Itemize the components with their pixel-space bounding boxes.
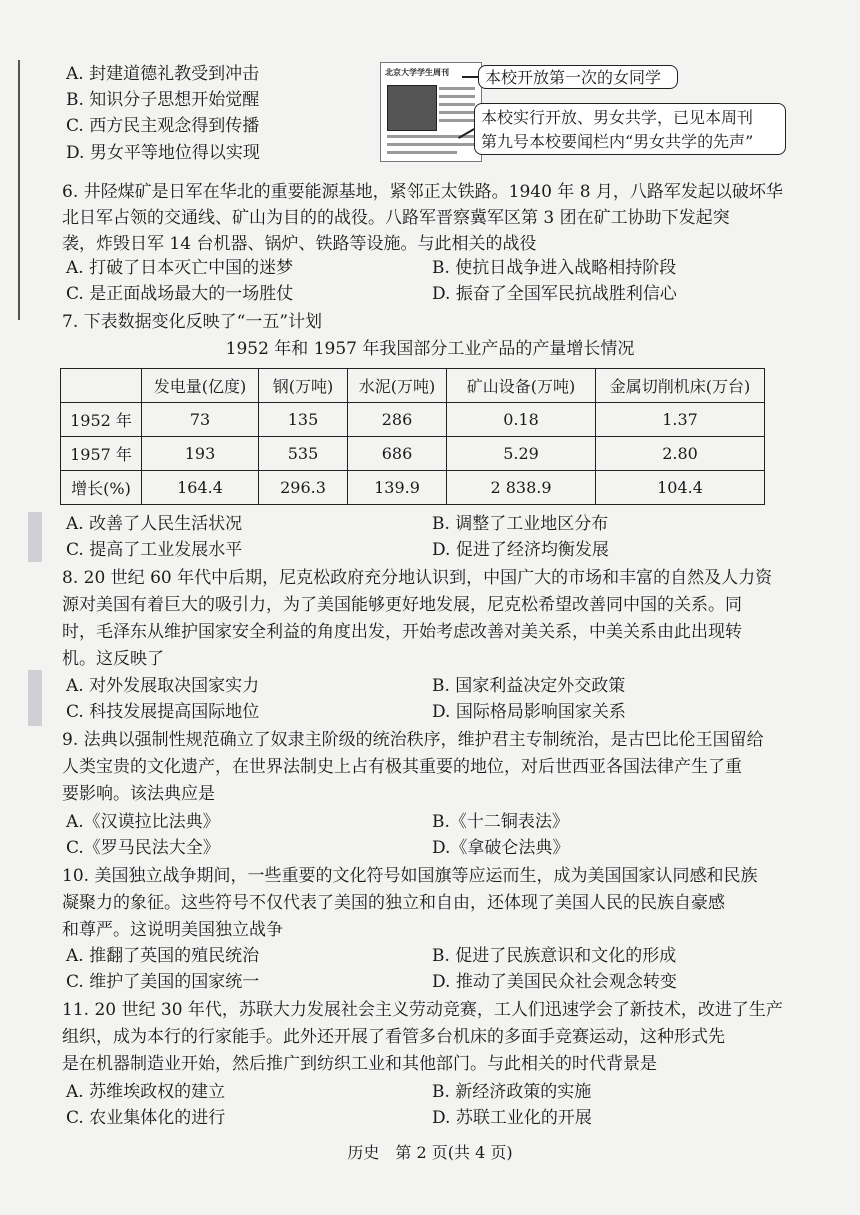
- callout-box: 本校开放第一次的女同学: [478, 65, 678, 89]
- text-line: [439, 87, 475, 90]
- table-cell: 2 838.9: [447, 471, 596, 505]
- q9-stem-line: 要影响。该法典应是: [62, 784, 215, 804]
- q5-option-b: B. 知识分子思想开始觉醒: [66, 90, 260, 110]
- q9-option-d: D.《拿破仑法典》: [432, 838, 570, 858]
- q6-option-d: D. 振奋了全国军民抗战胜利信心: [432, 284, 677, 304]
- q6-stem-line: 袭，炸毁日军 14 台机器、锅炉、铁路等设施。与此相关的战役: [62, 234, 537, 254]
- text-line: [439, 111, 475, 114]
- table-header-cell: 金属切削机床(万台): [596, 369, 765, 403]
- q8-stem-line: 时，毛泽东从维护国家安全利益的角度出发，开始考虑改善对美关系，中美关系由此出现转: [62, 622, 742, 642]
- q6-option-c: C. 是正面战场最大的一场胜仗: [66, 284, 294, 304]
- q6-option-b: B. 使抗日战争进入战略相持阶段: [432, 258, 677, 278]
- q7-option-b: B. 调整了工业地区分布: [432, 514, 609, 534]
- table-cell: 2.80: [596, 437, 765, 471]
- table-cell: 286: [348, 403, 447, 437]
- q11-option-c: C. 农业集体化的进行: [66, 1108, 226, 1128]
- q10-stem-line: 10. 美国独立战争期间，一些重要的文化符号如国旗等应运而生，成为美国国家认同感和民族: [62, 866, 758, 886]
- page-footer: 历史 第 2 页(共 4 页): [347, 1143, 513, 1162]
- q8-option-d: D. 国际格局影响国家关系: [432, 702, 626, 722]
- table-cell: 193: [142, 437, 259, 471]
- text-line: [439, 103, 475, 106]
- q11-stem-line: 组织，成为本行的行家能手。此外还开展了看管多台机床的多面手竞赛运动，这种形式先: [62, 1027, 725, 1047]
- table-cell: 164.4: [142, 471, 259, 505]
- table-cell: 73: [142, 403, 259, 437]
- q7-stem: 7. 下表数据变化反映了“一五”计划: [62, 312, 323, 332]
- table-row: [61, 437, 765, 471]
- q8-stem-line: 源对美国有着巨大的吸引力，为了美国能够更好地发展，尼克松希望改善同中国的关系。同: [62, 595, 742, 615]
- table-header-cell: 发电量(亿度): [142, 369, 259, 403]
- q6-stem-line: 北日军占领的交通线、矿山为目的的战役。八路军晋察冀军区第 3 团在矿工协助下发起突: [62, 208, 730, 228]
- text-line: [439, 95, 475, 98]
- margin-rule: [18, 60, 20, 320]
- text-line: [439, 119, 475, 122]
- q8-stem-line: 8. 20 世纪 60 年代中后期，尼克松政府充分地认识到，中国广大的市场和丰富的自然及人力资: [62, 568, 773, 588]
- text-line: [387, 151, 457, 154]
- scan-shadow: [28, 512, 42, 562]
- newspaper-photo: [387, 85, 437, 131]
- q7-option-d: D. 促进了经济均衡发展: [432, 540, 609, 560]
- q5-option-c: C. 西方民主观念得到传播: [66, 116, 260, 136]
- table-cell: 1.37: [596, 403, 765, 437]
- q5-option-d: D. 男女平等地位得以实现: [66, 143, 260, 163]
- q9-option-c: C.《罗马民法大全》: [66, 838, 220, 858]
- newspaper-masthead: 北京大学学生周刊: [385, 67, 449, 77]
- table-cell: 686: [348, 437, 447, 471]
- table-cell: 535: [259, 437, 348, 471]
- scan-shadow: [28, 670, 42, 726]
- q11-option-b: B. 新经济政策的实施: [432, 1082, 592, 1102]
- q10-option-c: C. 维护了美国的国家统一: [66, 972, 260, 992]
- table-cell: 296.3: [259, 471, 348, 505]
- table-header-row: [61, 369, 765, 403]
- q10-option-a: A. 推翻了英国的殖民统治: [66, 946, 260, 966]
- callout-line: 本校实行开放、男女共学，已见本周刊: [481, 108, 754, 127]
- q7-option-c: C. 提高了工业发展水平: [66, 540, 243, 560]
- table-cell: 1952 年: [61, 403, 142, 437]
- q9-option-b: B.《十二铜表法》: [432, 812, 569, 832]
- q10-option-d: D. 推动了美国民众社会观念转变: [432, 972, 677, 992]
- table-cell: 增长(%): [61, 471, 142, 505]
- table-cell: 1957 年: [61, 437, 142, 471]
- table-row: [61, 403, 765, 437]
- table-cell: 139.9: [348, 471, 447, 505]
- table-cell: 104.4: [596, 471, 765, 505]
- q11-option-a: A. 苏维埃政权的建立: [66, 1082, 226, 1102]
- table-header-cell: 水泥(万吨): [348, 369, 447, 403]
- q10-option-b: B. 促进了民族意识和文化的形成: [432, 946, 677, 966]
- q8-option-a: A. 对外发展取决国家实力: [66, 676, 260, 696]
- q7-option-a: A. 改善了人民生活状况: [66, 514, 243, 534]
- q9-stem-line: 9. 法典以强制性规范确立了奴隶主阶级的统治秩序，维护君主专制统治，是古巴比伦王国留给: [62, 730, 764, 750]
- q11-option-d: D. 苏联工业化的开展: [432, 1108, 592, 1128]
- q6-option-a: A. 打破了日本灭亡中国的迷梦: [66, 258, 294, 278]
- q6-stem-line: 6. 井陉煤矿是日军在华北的重要能源基地，紧邻正太铁路。1940 年 8 月，八路军发起以破坏华: [62, 182, 783, 202]
- q11-stem-line: 是在机器制造业开始，然后推广到纺织工业和其他部门。与此相关的时代背景是: [62, 1054, 657, 1074]
- text-line: [387, 143, 475, 146]
- table-title: 1952 年和 1957 年我国部分工业产品的产量增长情况: [225, 339, 635, 359]
- table-cell: 135: [259, 403, 348, 437]
- production-table: [60, 368, 765, 505]
- q5-option-a: A. 封建道德礼教受到冲击: [66, 64, 260, 84]
- q8-stem-line: 机。这反映了: [62, 649, 164, 669]
- table-header-cell: 矿山设备(万吨): [447, 369, 596, 403]
- q11-stem-line: 11. 20 世纪 30 年代，苏联大力发展社会主义劳动竞赛，工人们迅速学会了新技术，改进了生产: [62, 1000, 783, 1020]
- callout-box: [474, 103, 786, 155]
- q9-option-a: A.《汉谟拉比法典》: [66, 812, 220, 832]
- table-cell: 0.18: [447, 403, 596, 437]
- callout-line: 第九号本校要闻栏内“男女共学的先声”: [481, 132, 754, 151]
- table-header-cell: 钢(万吨): [259, 369, 348, 403]
- table-cell: 5.29: [447, 437, 596, 471]
- table-row: [61, 471, 765, 505]
- table-header-cell: [61, 369, 142, 403]
- q10-stem-line: 和尊严。这说明美国独立战争: [62, 920, 283, 940]
- q9-stem-line: 人类宝贵的文化遗产，在世界法制史上占有极其重要的地位，对后世西亚各国法律产生了重: [62, 757, 742, 777]
- q10-stem-line: 凝聚力的象征。这些符号不仅代表了美国的独立和自由，还体现了美国人民的民族自豪感: [62, 893, 725, 913]
- q8-option-c: C. 科技发展提高国际地位: [66, 702, 260, 722]
- callout-connector: [462, 76, 478, 78]
- q8-option-b: B. 国家利益决定外交政策: [432, 676, 626, 696]
